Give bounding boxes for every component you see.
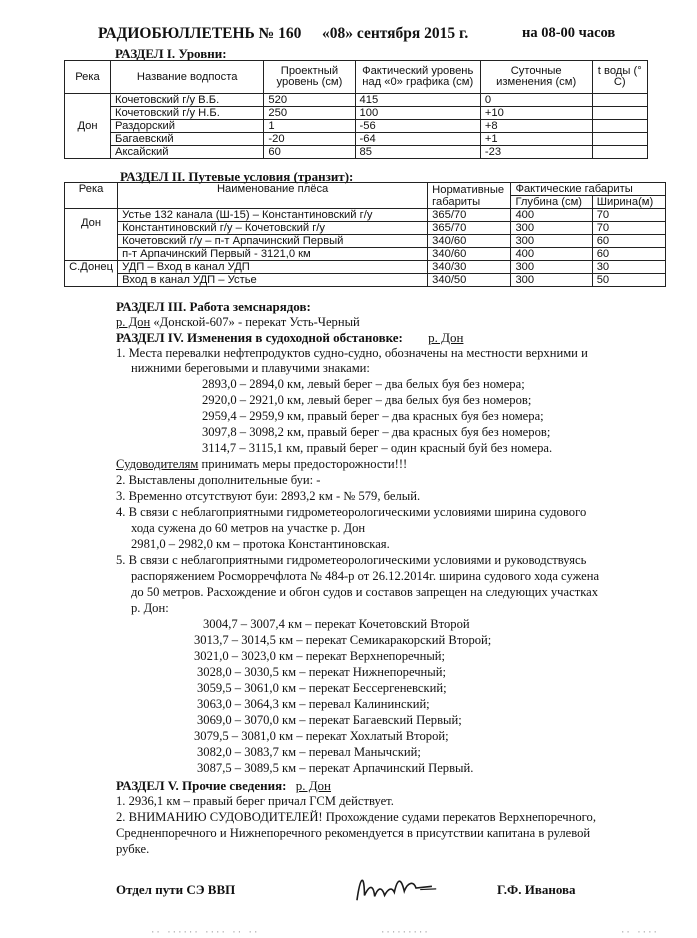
s4-item5-place: 3082,0 – 3083,7 км – перевал Манычский; [197, 745, 421, 759]
section2-title: РАЗДЕЛ II. Путевые условия (транзит): [120, 169, 354, 184]
footer-name: Г.Ф. Иванова [497, 882, 576, 897]
table-cell: 60 [592, 235, 665, 248]
table-cell: +8 [480, 120, 592, 133]
transit-header-river: Река [65, 183, 118, 209]
transit-header-width: Ширина(м) [592, 196, 665, 209]
table-cell: -56 [355, 120, 480, 133]
table-cell: Багаевский [110, 133, 263, 146]
signature-scrawl [349, 857, 443, 912]
table-cell: 100 [355, 107, 480, 120]
table-cell: Раздорский [110, 120, 263, 133]
transit-river-sdonets: С.Донец [65, 261, 118, 287]
section4-title: РАЗДЕЛ IV. Изменения в судоходной обстановке: [116, 330, 403, 345]
s4-warning-underlined: Судоводителям [116, 457, 199, 471]
section5-river: р. Дон [295, 778, 332, 793]
table-row [65, 235, 666, 248]
s4-item5-place: 3069,0 – 3070,0 км – перекат Багаевский Первый; [197, 713, 462, 727]
table-cell: п-т Арпачинский Первый - 3121,0 км [118, 248, 428, 261]
table-cell [592, 94, 648, 107]
table-cell: -64 [355, 133, 480, 146]
scan-noise: ·· ···· [620, 928, 658, 938]
s4-item1-place: 2959,4 – 2959,9 км, правый берег – два красных буя без номера; [202, 409, 544, 423]
table-row [65, 146, 648, 159]
transit-river-don: Дон [65, 209, 118, 261]
table-cell [592, 146, 648, 159]
table-cell: -23 [480, 146, 592, 159]
table-cell: Аксайский [110, 146, 263, 159]
levels-header-daily: Суточные изменения (см) [480, 61, 592, 94]
section4-river: р. Дон [428, 330, 464, 345]
signature [349, 857, 444, 920]
transit-header-fact: Фактические габариты [511, 183, 666, 196]
scan-noise: ·· ······ ···· ·· ·· [150, 928, 259, 938]
s4-item5-place: 3063,0 – 3064,3 км – перевал Калининский; [197, 697, 430, 711]
s5-item2-line1: 2. ВНИМАНИЮ СУДОВОДИТЕЛЕЙ! Прохождение судами перекатов Верхнепоречного, [116, 810, 596, 824]
bulletin-date: «08» сентября 2015 г. [322, 25, 469, 42]
table-cell: УДП – Вход в канал УДП [118, 261, 428, 274]
table-cell [592, 107, 648, 120]
table-cell: 60 [264, 146, 355, 159]
transit-header-name: Наименование плёса [118, 183, 428, 209]
s4-item5-place: 3087,5 – 3089,5 км – перекат Арпачинский Первый. [197, 761, 474, 775]
s4-item1-place: 2893,0 – 2894,0 км, левый берег – два белых буя без номера; [202, 377, 525, 391]
table-cell: 300 [511, 222, 592, 235]
table-cell: +10 [480, 107, 592, 120]
s4-warning [116, 457, 407, 472]
table-cell: Кочетовский г/у – п-т Арпачинский Первый [118, 235, 428, 248]
bulletin-title: РАДИОБЮЛЛЕТЕНЬ № 160 [98, 25, 302, 42]
table-row [65, 94, 648, 107]
s4-item5-place: 3004,7 – 3007,4 км – перекат Кочетовский Второй [203, 617, 470, 631]
section1-title: РАЗДЕЛ I. Уровни: [115, 46, 227, 61]
table-cell: 520 [264, 94, 355, 107]
table-cell: Кочетовский г/у Н.Б. [110, 107, 263, 120]
table-row [65, 222, 666, 235]
table-cell: 415 [355, 94, 480, 107]
s4-item4-line1: 4. В связи с неблагоприятными гидрометеорологическими условиями ширина судового [116, 505, 587, 519]
s4-item5-place: 3079,5 – 3081,0 км – перекат Хохлатый Второй; [194, 729, 449, 743]
s4-item5-line4: р. Дон: [131, 601, 169, 615]
table-row [65, 107, 648, 120]
section4-title-line [116, 330, 463, 346]
table-cell: 250 [264, 107, 355, 120]
s4-item1-place: 3114,7 – 3115,1 км, правый берег – один красный буй без номера. [202, 441, 553, 455]
s4-item4-line2: хода сужена до 60 метров на участке р. Дон [131, 521, 366, 535]
s4-item5-place: 3059,5 – 3061,0 км – перекат Бессергеневский; [197, 681, 447, 695]
table-cell: 50 [592, 274, 665, 287]
table-cell: 400 [511, 209, 592, 222]
dredging-river: р. Дон [116, 315, 151, 329]
table-cell: 300 [511, 274, 592, 287]
section5-title-line [116, 778, 331, 794]
levels-header-temp: t воды (° С) [592, 61, 648, 94]
s4-warning-rest: принимать меры предосторожности!!! [198, 457, 408, 471]
levels-header-station: Название водпоста [110, 61, 263, 94]
levels-header-design: Проектный уровень (см) [264, 61, 355, 94]
s4-item5-place: 3013,7 – 3014,5 км – перекат Семикаракорский Второй; [194, 633, 492, 647]
table-cell: 70 [592, 209, 665, 222]
table-row [65, 209, 666, 222]
table-row [65, 274, 666, 287]
transit-header-depth: Глубина (см) [511, 196, 592, 209]
table-cell: 0 [480, 94, 592, 107]
table-cell: 60 [592, 248, 665, 261]
table-cell: 365/70 [428, 209, 511, 222]
dredging-text: «Донской-607» - перекат Усть-Черный [150, 315, 360, 329]
scan-noise: ········· [380, 928, 429, 938]
s4-item1-line2: нижними береговыми и плавучими знаками: [131, 361, 370, 375]
table-cell: +1 [480, 133, 592, 146]
s5-item2-line2: Средненпоречного и Нижнепоречного рекомендуется в присутствии капитана в рулевой [116, 826, 591, 840]
table-cell: 1 [264, 120, 355, 133]
s4-item1-line1: 1. Места перевалки нефтепродуктов судно-судно, обозначены на местности верхними и [116, 346, 588, 360]
s4-item1-place: 2920,0 – 2921,0 км, левый берег – два белых буя без номеров; [202, 393, 532, 407]
section3-title: РАЗДЕЛ III. Работа земснарядов: [116, 299, 311, 314]
table-cell: 300 [511, 261, 592, 274]
table-cell [592, 120, 648, 133]
s4-item5-line3: до 50 метров. Расхождение и обгон судов и составов запрещен на следующих участках [131, 585, 599, 599]
table-cell: 340/60 [428, 248, 511, 261]
table-cell: Константиновский г/у – Кочетовский г/у [118, 222, 428, 235]
table-cell: 400 [511, 248, 592, 261]
s4-item1-place: 3097,8 – 3098,2 км, правый берег – два красных буя без номеров; [202, 425, 551, 439]
table-cell: 70 [592, 222, 665, 235]
section5-title: РАЗДЕЛ V. Прочие сведения: [116, 778, 287, 793]
transit-table [64, 182, 666, 287]
levels-river-don: Дон [65, 94, 111, 159]
table-row [65, 133, 648, 146]
bulletin-time: на 08-00 часов [522, 25, 616, 41]
dredging-line [116, 315, 360, 330]
table-cell: 85 [355, 146, 480, 159]
table-cell: 365/70 [428, 222, 511, 235]
table-cell: Вход в канал УДП – Устье [118, 274, 428, 287]
s5-item1: 1. 2936,1 км – правый берег причал ГСМ действует. [116, 794, 394, 808]
table-cell: -20 [264, 133, 355, 146]
table-cell [592, 133, 648, 146]
table-cell: 30 [592, 261, 665, 274]
table-cell: 340/30 [428, 261, 511, 274]
table-cell: 340/60 [428, 235, 511, 248]
table-row [65, 120, 648, 133]
table-cell: Устье 132 канала (Ш-15) – Константиновский г/у [118, 209, 428, 222]
s4-item2: 2. Выставлены дополнительные буи: - [116, 473, 321, 487]
table-cell: 340/50 [428, 274, 511, 287]
s5-item2-line3: рубке. [116, 842, 150, 856]
table-row [65, 248, 666, 261]
s4-item5-line1: 5. В связи с неблагоприятными гидрометеорологическими условиями и руководствуясь [116, 553, 587, 567]
s4-item5-place: 3021,0 – 3023,0 км – перекат Верхнепоречный; [194, 649, 446, 663]
s4-item5-line2: распоряжением Росморречфлота № 484-р от 26.12.2014г. ширина судового хода сужена [131, 569, 600, 583]
s4-item5-place: 3028,0 – 3030,5 км – перекат Нижнепоречный; [197, 665, 446, 679]
table-row [65, 261, 666, 274]
transit-header-norm: Нормативные габариты [428, 183, 511, 209]
footer-dept: Отдел пути СЭ ВВП [116, 882, 236, 897]
levels-header-actual: Фактический уровень над «0» графика (см) [355, 61, 480, 94]
table-cell: 300 [511, 235, 592, 248]
levels-header-river: Река [65, 61, 111, 94]
table-cell: Кочетовский г/у В.Б. [110, 94, 263, 107]
levels-table [64, 60, 648, 159]
s4-item3: 3. Временно отсутствуют буи: 2893,2 км - № 579, белый. [116, 489, 421, 503]
s4-item4-line3: 2981,0 – 2982,0 км – протока Константиновская. [131, 537, 390, 551]
